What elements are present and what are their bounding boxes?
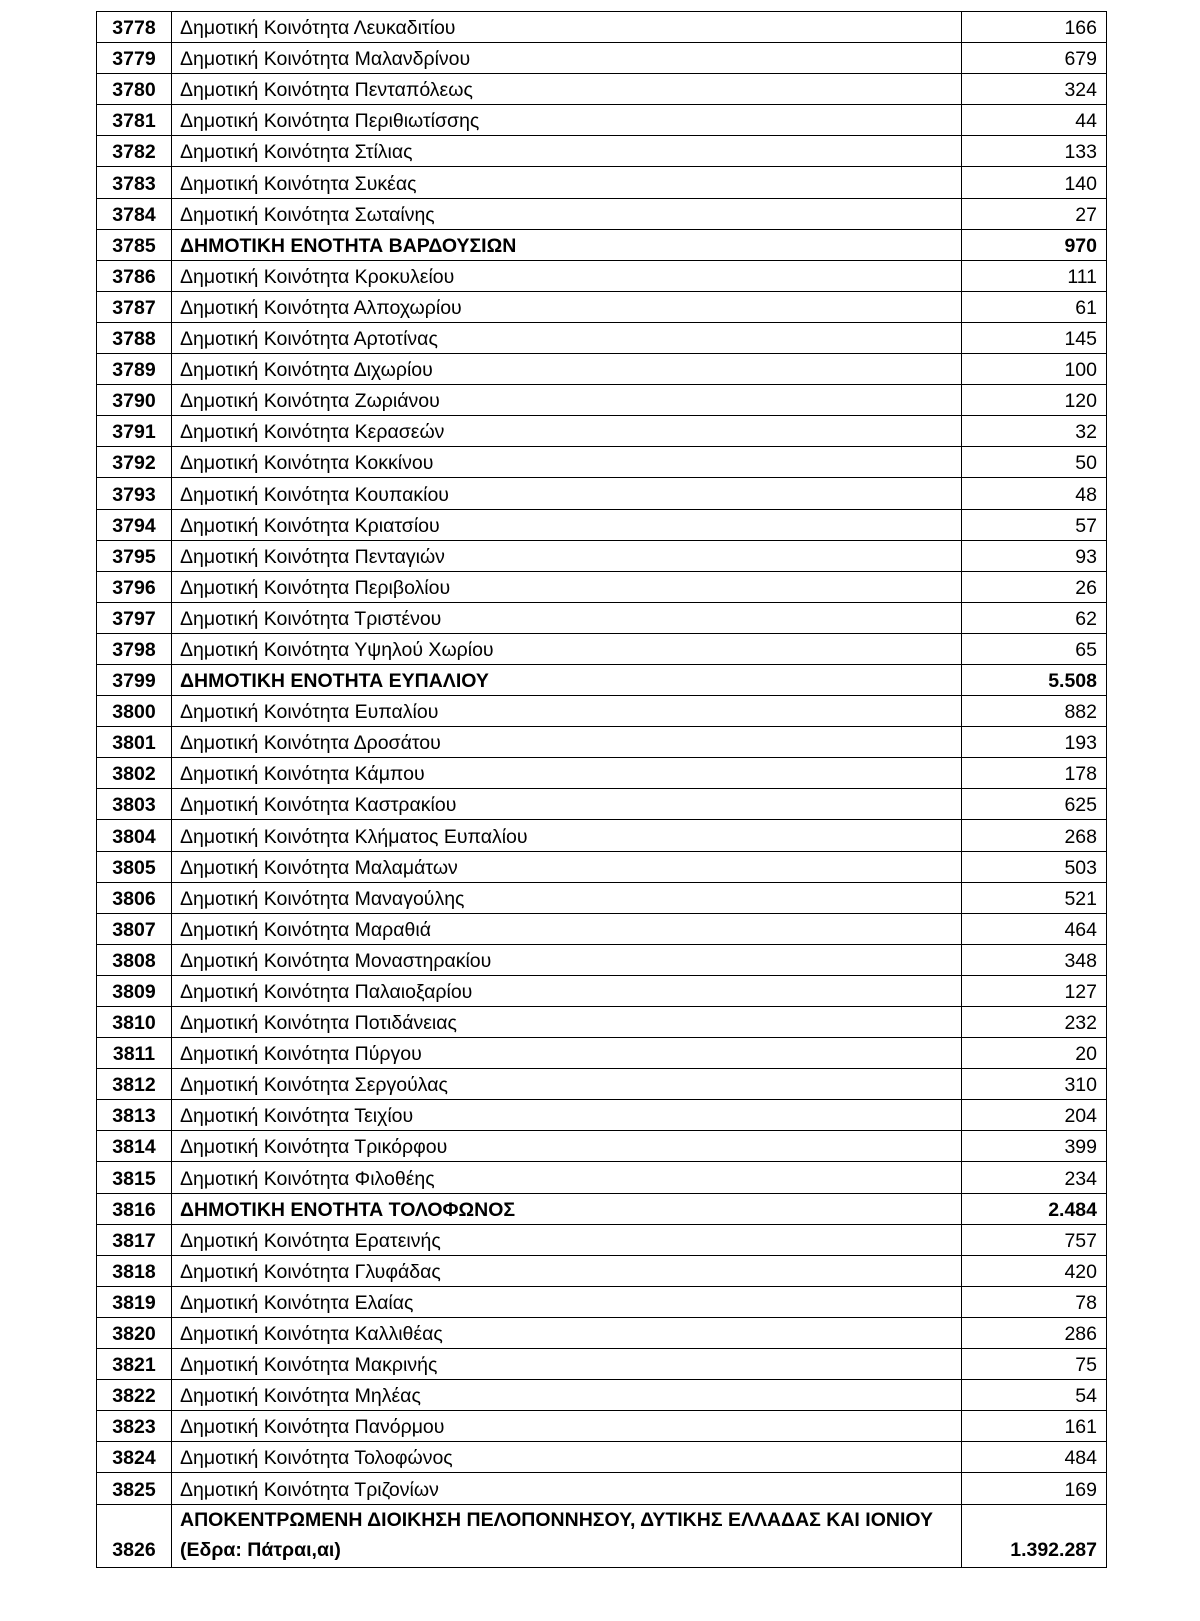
row-population-cell: 27	[962, 198, 1107, 229]
row-population-cell: 2.484	[962, 1193, 1107, 1224]
row-population-cell: 145	[962, 322, 1107, 353]
row-population-cell: 169	[962, 1473, 1107, 1504]
row-population-cell: 970	[962, 229, 1107, 260]
row-name-cell: Δημοτική Κοινότητα Παλαιοξαρίου	[172, 975, 962, 1006]
community-row	[97, 820, 1107, 851]
row-code-cell: 3799	[97, 664, 172, 695]
row-code-cell: 3820	[97, 1317, 172, 1348]
row-code-cell: 3803	[97, 789, 172, 820]
row-population-cell: 50	[962, 447, 1107, 478]
row-population-cell: 78	[962, 1286, 1107, 1317]
row-population-cell: 625	[962, 789, 1107, 820]
row-code-cell: 3786	[97, 260, 172, 291]
row-population-cell: 161	[962, 1411, 1107, 1442]
row-population-cell: 111	[962, 260, 1107, 291]
community-row	[97, 944, 1107, 975]
row-name-cell: Δημοτική Κοινότητα Μαραθιά	[172, 913, 962, 944]
community-row	[97, 447, 1107, 478]
community-row	[97, 354, 1107, 385]
row-name-cell: Δημοτική Κοινότητα Στίλιας	[172, 136, 962, 167]
row-code-cell: 3780	[97, 74, 172, 105]
community-row	[97, 509, 1107, 540]
row-code-cell: 3826	[97, 1504, 172, 1567]
community-row	[97, 727, 1107, 758]
row-code-cell: 3779	[97, 43, 172, 74]
community-row	[97, 789, 1107, 820]
row-name-cell: ΑΠΟΚΕΝΤΡΩΜΕΝΗ ΔΙΟΙΚΗΣΗ ΠΕΛΟΠΟΝΝΗΣΟΥ, ΔΥΤΙΚΗΣ ΕΛΛΑΔΑΣ ΚΑΙ ΙΟΝΙΟΥ (Εδρα: Πάτραι,αι)	[172, 1504, 962, 1567]
community-row	[97, 385, 1107, 416]
row-code-cell: 3816	[97, 1193, 172, 1224]
row-name-cell: Δημοτική Κοινότητα Κερασεών	[172, 416, 962, 447]
row-code-cell: 3792	[97, 447, 172, 478]
community-row	[97, 167, 1107, 198]
row-name-cell: Δημοτική Κοινότητα Πανόρμου	[172, 1411, 962, 1442]
row-name-cell: Δημοτική Κοινότητα Περιθιωτίσσης	[172, 105, 962, 136]
row-code-cell: 3804	[97, 820, 172, 851]
row-population-cell: 140	[962, 167, 1107, 198]
row-population-cell: 75	[962, 1349, 1107, 1380]
row-code-cell: 3805	[97, 851, 172, 882]
row-code-cell: 3813	[97, 1100, 172, 1131]
community-row	[97, 291, 1107, 322]
row-population-cell: 234	[962, 1162, 1107, 1193]
row-name-cell: Δημοτική Κοινότητα Καλλιθέας	[172, 1317, 962, 1348]
community-row	[97, 1255, 1107, 1286]
row-code-cell: 3783	[97, 167, 172, 198]
row-code-cell: 3789	[97, 354, 172, 385]
row-name-cell: Δημοτική Κοινότητα Τρικόρφου	[172, 1131, 962, 1162]
row-code-cell: 3802	[97, 758, 172, 789]
row-name-cell: Δημοτική Κοινότητα Ελαίας	[172, 1286, 962, 1317]
row-population-cell: 178	[962, 758, 1107, 789]
community-row	[97, 540, 1107, 571]
row-code-cell: 3800	[97, 696, 172, 727]
row-name-cell: Δημοτική Κοινότητα Σεργούλας	[172, 1069, 962, 1100]
row-name-cell: Δημοτική Κοινότητα Ερατεινής	[172, 1224, 962, 1255]
row-code-cell: 3815	[97, 1162, 172, 1193]
row-name-cell: Δημοτική Κοινότητα Πενταπόλεως	[172, 74, 962, 105]
row-name-cell: Δημοτική Κοινότητα Κροκυλείου	[172, 260, 962, 291]
community-row	[97, 260, 1107, 291]
row-name-cell: Δημοτική Κοινότητα Συκέας	[172, 167, 962, 198]
community-row	[97, 478, 1107, 509]
community-row	[97, 12, 1107, 43]
row-code-cell: 3798	[97, 633, 172, 664]
row-code-cell: 3807	[97, 913, 172, 944]
community-row	[97, 1286, 1107, 1317]
row-population-cell: 464	[962, 913, 1107, 944]
row-code-cell: 3809	[97, 975, 172, 1006]
community-row	[97, 696, 1107, 727]
row-population-cell: 503	[962, 851, 1107, 882]
row-code-cell: 3793	[97, 478, 172, 509]
row-name-cell: Δημοτική Κοινότητα Σωταίνης	[172, 198, 962, 229]
community-row	[97, 758, 1107, 789]
row-name-cell: Δημοτική Κοινότητα Κλήματος Ευπαλίου	[172, 820, 962, 851]
row-population-cell: 120	[962, 385, 1107, 416]
row-name-cell: Δημοτική Κοινότητα Φιλοθέης	[172, 1162, 962, 1193]
row-population-cell: 757	[962, 1224, 1107, 1255]
row-population-cell: 133	[962, 136, 1107, 167]
row-name-cell: Δημοτική Κοινότητα Ευπαλίου	[172, 696, 962, 727]
row-name-cell: Δημοτική Κοινότητα Κουπακίου	[172, 478, 962, 509]
community-row	[97, 74, 1107, 105]
community-row	[97, 882, 1107, 913]
administration-total-row	[97, 1504, 1107, 1567]
community-row	[97, 136, 1107, 167]
row-population-cell: 54	[962, 1380, 1107, 1411]
row-code-cell: 3801	[97, 727, 172, 758]
community-row	[97, 322, 1107, 353]
row-name-cell: ΔΗΜΟΤΙΚΗ ΕΝΟΤΗΤΑ ΕΥΠΑΛΙΟΥ	[172, 664, 962, 695]
row-name-cell: ΔΗΜΟΤΙΚΗ ΕΝΟΤΗΤΑ ΒΑΡΔΟΥΣΙΩΝ	[172, 229, 962, 260]
community-row	[97, 913, 1107, 944]
row-name-cell: Δημοτική Κοινότητα Κοκκίνου	[172, 447, 962, 478]
row-population-cell: 348	[962, 944, 1107, 975]
row-name-cell: Δημοτική Κοινότητα Δροσάτου	[172, 727, 962, 758]
municipal-unit-subtotal-row	[97, 229, 1107, 260]
row-name-cell: Δημοτική Κοινότητα Μακρινής	[172, 1349, 962, 1380]
community-row	[97, 633, 1107, 664]
row-name-cell: Δημοτική Κοινότητα Καστρακίου	[172, 789, 962, 820]
row-population-cell: 100	[962, 354, 1107, 385]
row-population-cell: 1.392.287	[962, 1504, 1107, 1567]
row-name-cell: Δημοτική Κοινότητα Διχωρίου	[172, 354, 962, 385]
row-name-cell: Δημοτική Κοινότητα Αλποχωρίου	[172, 291, 962, 322]
row-name-cell: Δημοτική Κοινότητα Μηλέας	[172, 1380, 962, 1411]
row-population-cell: 5.508	[962, 664, 1107, 695]
row-name-cell: Δημοτική Κοινότητα Περιβολίου	[172, 571, 962, 602]
row-population-cell: 882	[962, 696, 1107, 727]
community-row	[97, 1038, 1107, 1069]
row-code-cell: 3823	[97, 1411, 172, 1442]
row-population-cell: 286	[962, 1317, 1107, 1348]
community-row	[97, 1442, 1107, 1473]
row-population-cell: 61	[962, 291, 1107, 322]
row-name-cell: Δημοτική Κοινότητα Μαναγούλης	[172, 882, 962, 913]
row-population-cell: 399	[962, 1131, 1107, 1162]
municipal-unit-subtotal-row	[97, 1193, 1107, 1224]
community-row	[97, 1131, 1107, 1162]
row-population-cell: 679	[962, 43, 1107, 74]
row-code-cell: 3795	[97, 540, 172, 571]
row-population-cell: 127	[962, 975, 1107, 1006]
row-code-cell: 3787	[97, 291, 172, 322]
row-population-cell: 484	[962, 1442, 1107, 1473]
row-name-cell: Δημοτική Κοινότητα Κάμπου	[172, 758, 962, 789]
row-name-cell: Δημοτική Κοινότητα Μαλανδρίνου	[172, 43, 962, 74]
row-code-cell: 3782	[97, 136, 172, 167]
row-code-cell: 3824	[97, 1442, 172, 1473]
row-code-cell: 3812	[97, 1069, 172, 1100]
row-population-cell: 26	[962, 571, 1107, 602]
row-name-cell: Δημοτική Κοινότητα Πενταγιών	[172, 540, 962, 571]
row-name-cell: Δημοτική Κοινότητα Ζωριάνου	[172, 385, 962, 416]
row-name-cell: Δημοτική Κοινότητα Τειχίου	[172, 1100, 962, 1131]
row-population-cell: 44	[962, 105, 1107, 136]
row-name-cell: Δημοτική Κοινότητα Υψηλού Χωρίου	[172, 633, 962, 664]
row-population-cell: 48	[962, 478, 1107, 509]
row-name-cell: Δημοτική Κοινότητα Κριατσίου	[172, 509, 962, 540]
row-name-cell: Δημοτική Κοινότητα Μαλαμάτων	[172, 851, 962, 882]
row-population-cell: 65	[962, 633, 1107, 664]
community-row	[97, 416, 1107, 447]
community-row	[97, 975, 1107, 1006]
row-name-cell: Δημοτική Κοινότητα Πύργου	[172, 1038, 962, 1069]
community-row	[97, 851, 1107, 882]
row-population-cell: 20	[962, 1038, 1107, 1069]
row-code-cell: 3808	[97, 944, 172, 975]
row-code-cell: 3821	[97, 1349, 172, 1380]
row-population-cell: 420	[962, 1255, 1107, 1286]
community-row	[97, 105, 1107, 136]
row-name-cell: Δημοτική Κοινότητα Λευκαδιτίου	[172, 12, 962, 43]
community-row	[97, 1100, 1107, 1131]
population-table	[96, 11, 1107, 1568]
population-table-body	[97, 12, 1107, 1568]
row-population-cell: 193	[962, 727, 1107, 758]
row-code-cell: 3814	[97, 1131, 172, 1162]
row-code-cell: 3788	[97, 322, 172, 353]
community-row	[97, 1317, 1107, 1348]
row-code-cell: 3778	[97, 12, 172, 43]
row-population-cell: 32	[962, 416, 1107, 447]
row-code-cell: 3797	[97, 602, 172, 633]
community-row	[97, 571, 1107, 602]
row-name-cell: Δημοτική Κοινότητα Τριστένου	[172, 602, 962, 633]
row-code-cell: 3811	[97, 1038, 172, 1069]
row-population-cell: 62	[962, 602, 1107, 633]
row-population-cell: 521	[962, 882, 1107, 913]
row-code-cell: 3825	[97, 1473, 172, 1504]
municipal-unit-subtotal-row	[97, 664, 1107, 695]
row-code-cell: 3810	[97, 1007, 172, 1038]
row-code-cell: 3790	[97, 385, 172, 416]
row-code-cell: 3822	[97, 1380, 172, 1411]
row-code-cell: 3781	[97, 105, 172, 136]
row-code-cell: 3819	[97, 1286, 172, 1317]
community-row	[97, 1380, 1107, 1411]
community-row	[97, 1349, 1107, 1380]
row-population-cell: 166	[962, 12, 1107, 43]
row-population-cell: 310	[962, 1069, 1107, 1100]
community-row	[97, 1224, 1107, 1255]
row-code-cell: 3806	[97, 882, 172, 913]
community-row	[97, 1007, 1107, 1038]
row-name-cell: Δημοτική Κοινότητα Τριζονίων	[172, 1473, 962, 1504]
row-population-cell: 57	[962, 509, 1107, 540]
row-name-cell: Δημοτική Κοινότητα Μοναστηρακίου	[172, 944, 962, 975]
community-row	[97, 1473, 1107, 1504]
row-code-cell: 3784	[97, 198, 172, 229]
community-row	[97, 1411, 1107, 1442]
row-name-cell: Δημοτική Κοινότητα Γλυφάδας	[172, 1255, 962, 1286]
row-population-cell: 324	[962, 74, 1107, 105]
row-name-cell: Δημοτική Κοινότητα Αρτοτίνας	[172, 322, 962, 353]
row-population-cell: 93	[962, 540, 1107, 571]
row-code-cell: 3796	[97, 571, 172, 602]
population-table-container	[96, 11, 1106, 1568]
row-name-cell: Δημοτική Κοινότητα Τολοφώνος	[172, 1442, 962, 1473]
community-row	[97, 602, 1107, 633]
row-code-cell: 3785	[97, 229, 172, 260]
row-code-cell: 3817	[97, 1224, 172, 1255]
row-code-cell: 3791	[97, 416, 172, 447]
row-name-cell: Δημοτική Κοινότητα Ποτιδάνειας	[172, 1007, 962, 1038]
row-population-cell: 268	[962, 820, 1107, 851]
row-population-cell: 204	[962, 1100, 1107, 1131]
community-row	[97, 43, 1107, 74]
community-row	[97, 1069, 1107, 1100]
row-population-cell: 232	[962, 1007, 1107, 1038]
row-code-cell: 3794	[97, 509, 172, 540]
community-row	[97, 1162, 1107, 1193]
row-code-cell: 3818	[97, 1255, 172, 1286]
community-row	[97, 198, 1107, 229]
row-name-cell: ΔΗΜΟΤΙΚΗ ΕΝΟΤΗΤΑ ΤΟΛΟΦΩΝΟΣ	[172, 1193, 962, 1224]
